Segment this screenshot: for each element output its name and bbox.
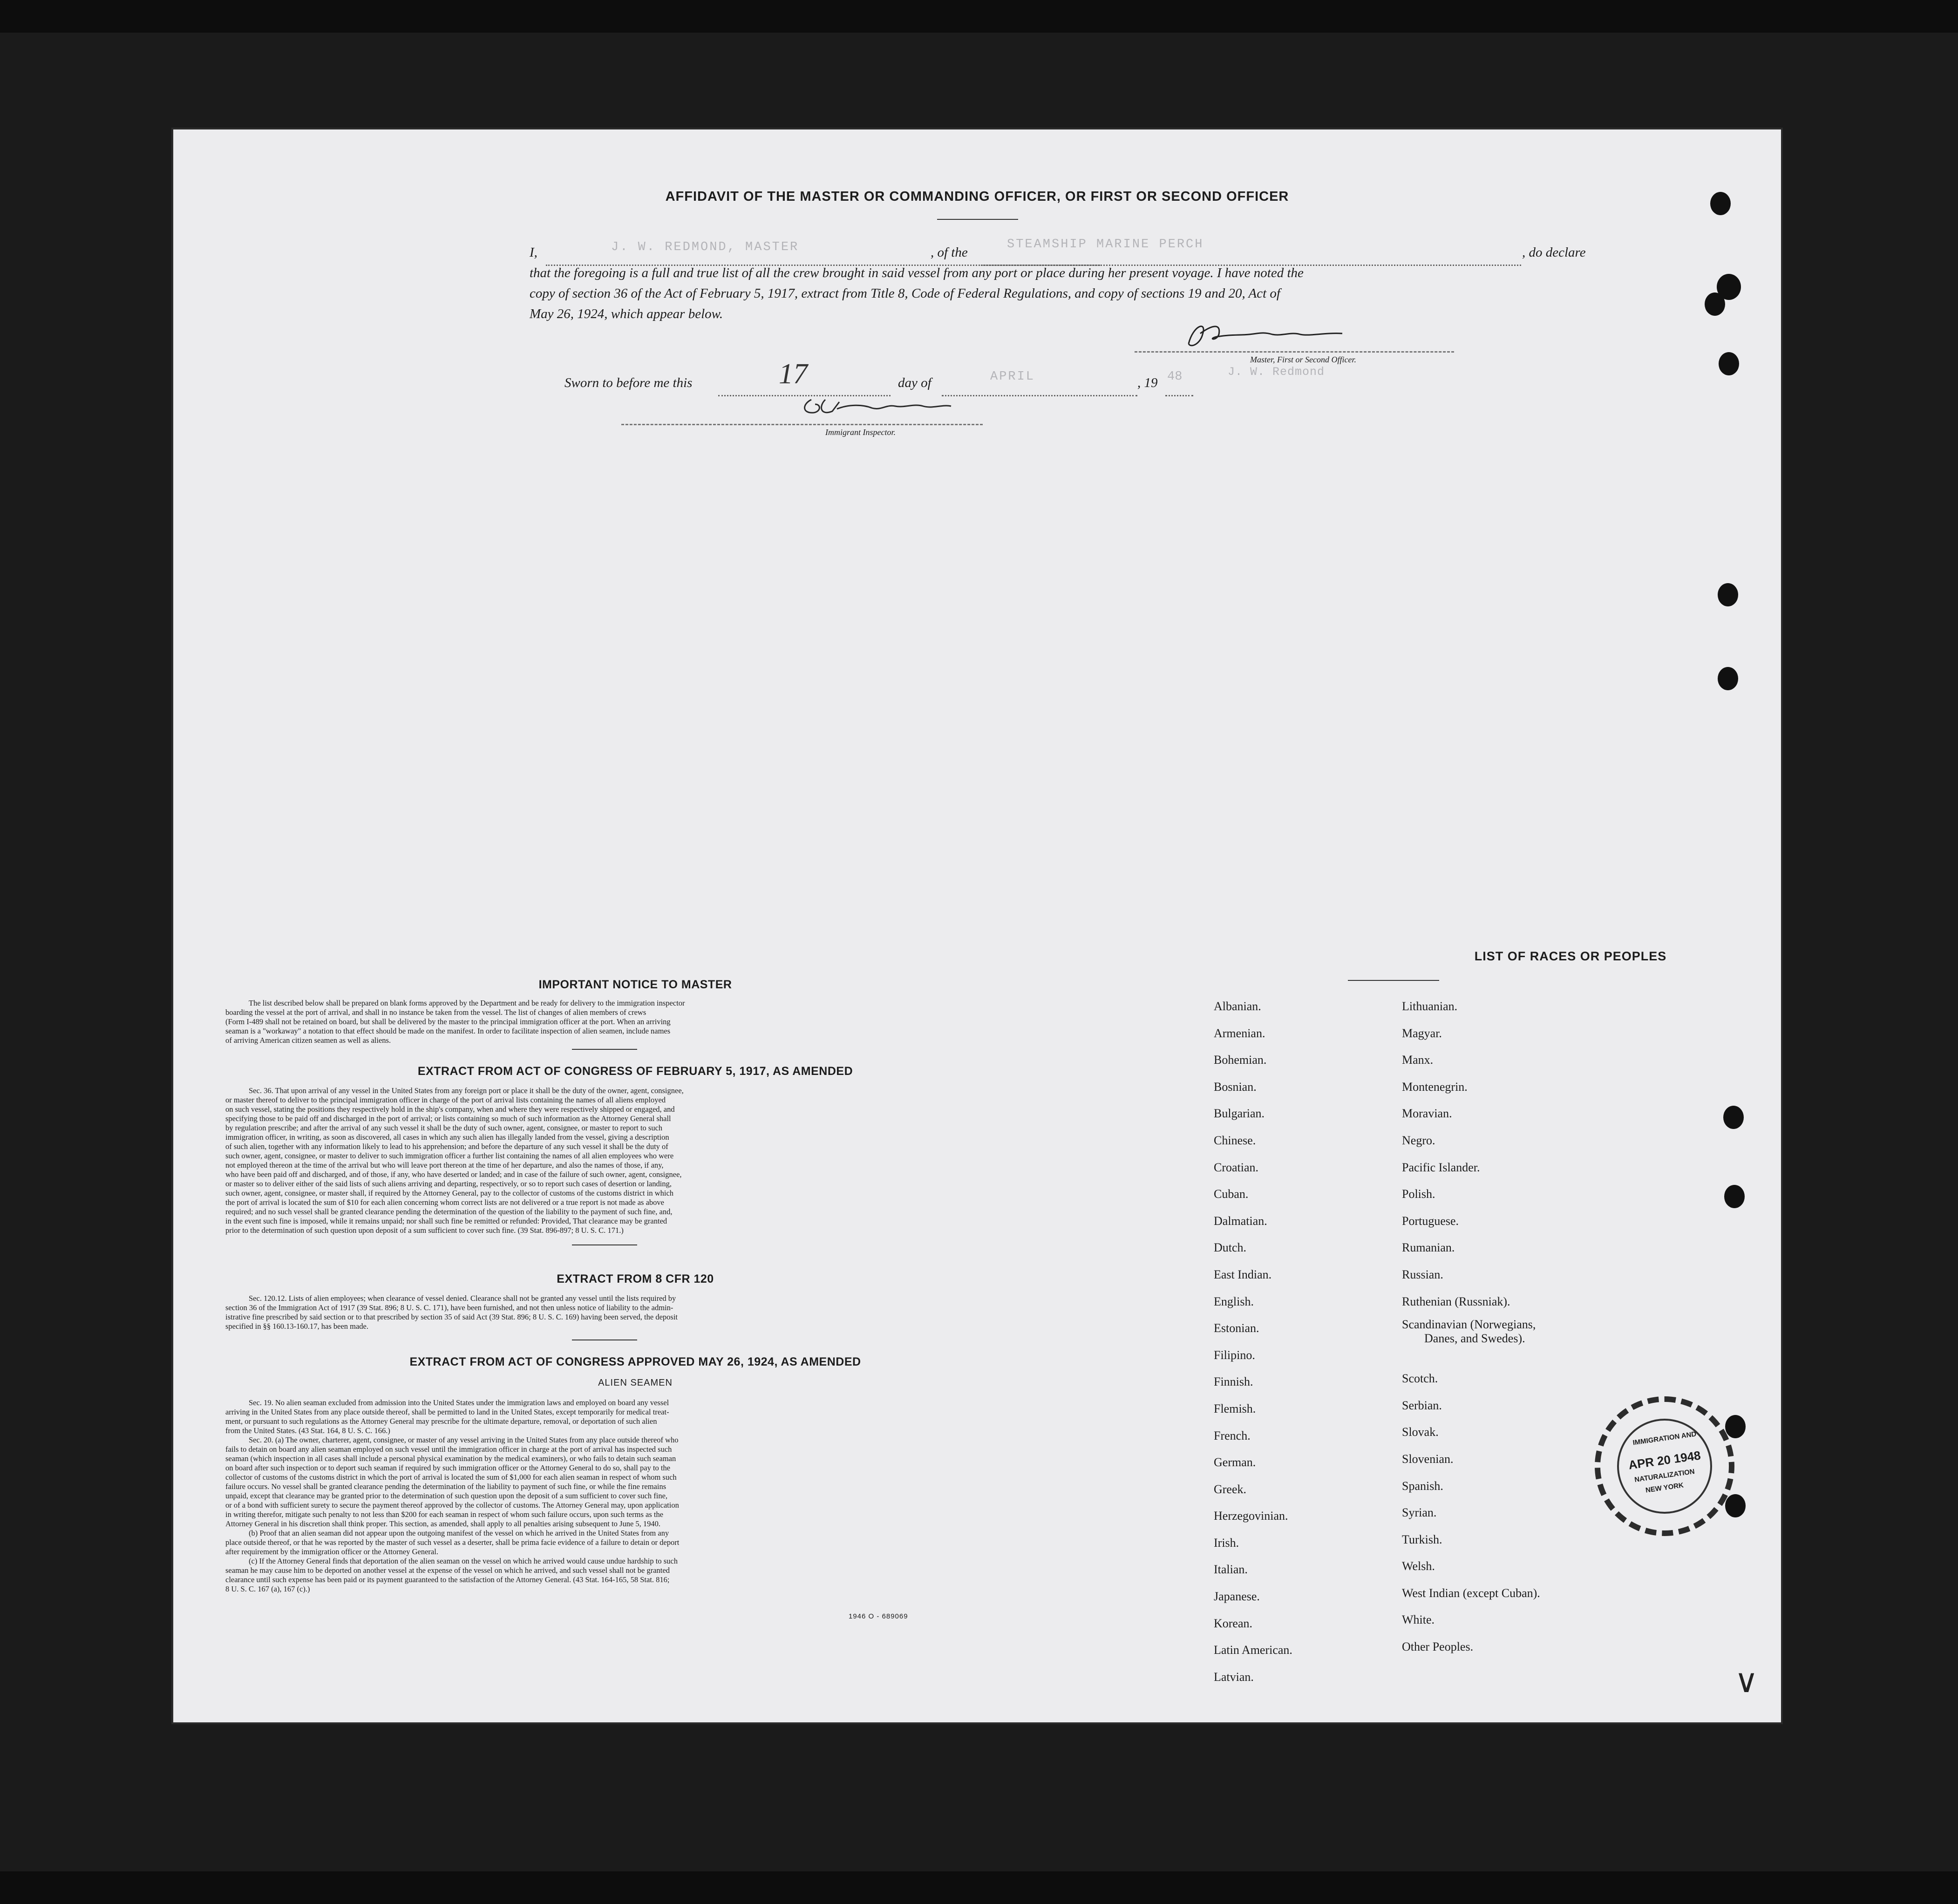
handwritten-day: 17 bbox=[779, 358, 808, 390]
race-item: Manx. bbox=[1402, 1053, 1434, 1067]
manifest-page bbox=[173, 129, 1781, 1722]
notice-line: seaman is a "workaway" a notation to that effect should be made on the manifest. In order to facilitate inspection of alien seamen, include names bbox=[225, 1027, 671, 1035]
affidavit-line-2: that the foregoing is a full and true list of all the crew brought in said vessel from any port or place during her present voyage. I have noted the bbox=[530, 265, 1304, 280]
year-prefix: , 19 bbox=[1137, 375, 1158, 390]
race-item: Slovak. bbox=[1402, 1425, 1439, 1439]
inspector-caption: Immigrant Inspector. bbox=[825, 428, 896, 437]
affidavit-line-3: copy of section 36 of the Act of February 5, 1917, extract from Title 8, Code of Federal Regulations, and copy of sections 19 and 20, Act of bbox=[530, 286, 1280, 301]
master-signature-image bbox=[1175, 316, 1352, 353]
master-caption: Master, First or Second Officer. bbox=[1250, 355, 1356, 364]
extract-1924-line: fails to detain on board any alien seaman employed on such vessel until the immigration officer in charge at the port of arrival has inspected such bbox=[225, 1445, 672, 1454]
notice-line: boarding the vessel at the port of arrival, and shall in no instance be taken from the vessel. The list of changes of alien members of crews bbox=[225, 1008, 646, 1017]
race-item: Syrian. bbox=[1402, 1506, 1437, 1520]
extract-1917-line: in the event such fine is imposed, while it remains unpaid; nor shall such fine be remitted or refunded: Provided, That clearance may be granted bbox=[225, 1217, 667, 1225]
race-item-continued: Danes, and Swedes). bbox=[1424, 1332, 1525, 1346]
race-item: Latvian. bbox=[1214, 1670, 1254, 1684]
stamp-text: IMMIGRATION AND bbox=[1632, 1430, 1697, 1447]
race-item: Serbian. bbox=[1402, 1398, 1442, 1412]
race-item: Japanese. bbox=[1214, 1590, 1260, 1604]
race-item: Armenian. bbox=[1214, 1026, 1265, 1040]
punch-hole bbox=[1725, 1494, 1746, 1517]
race-item: Greek. bbox=[1214, 1482, 1247, 1496]
typed-month: APRIL bbox=[990, 370, 1035, 384]
extract-1917-line: or master thereof to deliver to the principal immigration officer in charge of the port of arrival lists containing the names of all aliens employed bbox=[225, 1095, 666, 1104]
inspector-signature-line bbox=[621, 424, 983, 425]
notice-line: The list described below shall be prepared on blank forms approved by the Department and be ready for delivery to the immigration inspector bbox=[249, 999, 685, 1007]
race-item: English. bbox=[1214, 1294, 1254, 1308]
race-item: Irish. bbox=[1214, 1536, 1239, 1550]
extract-cfr-line: istrative fine prescribed by said section or to that prescribed by section 35 of said Act (39 Stat. 896; 8 U. S. C. 169) having been served, the deposit bbox=[225, 1312, 678, 1321]
extract-1917-line: specifying those to be paid off and discharged in the port of arrival; or lists containing so much of such information as the Attorney General shall bbox=[225, 1114, 671, 1123]
master-signature-line bbox=[1135, 351, 1454, 353]
extract-1924-line: (b) Proof that an alien seaman did not appear upon the outgoing manifest of the vessel on which he arrived in the United States from any bbox=[249, 1529, 669, 1537]
extract-1924-subtitle: ALIEN SEAMEN bbox=[598, 1378, 673, 1388]
extract-1917-line: not employed thereon at the time of the arrival but who will leave port thereon at the time of her departure, and also the names of those, if any, bbox=[225, 1161, 664, 1170]
typed-year: 48 bbox=[1167, 370, 1183, 384]
race-item: East Indian. bbox=[1214, 1267, 1272, 1281]
stamp-text: NEW YORK bbox=[1645, 1481, 1684, 1495]
notice-line: (Form I-489 shall not be retained on board, but shall be delivered by the master to the principal immigration officer at the port. When an arriving bbox=[225, 1017, 671, 1026]
race-item: Estonian. bbox=[1214, 1321, 1259, 1335]
typed-vessel-name: STEAMSHIP MARINE PERCH bbox=[1007, 238, 1204, 252]
extract-1917-line: by regulation prescribe; and after the arrival of any such vessel it shall be the duty of such owner, agent, consignee, or master to report to such bbox=[225, 1123, 663, 1132]
extract-cfr-text bbox=[225, 1294, 1045, 1331]
race-item: Scotch. bbox=[1402, 1372, 1438, 1386]
extract-1924-line: seaman (which inspection in all cases shall include a personal physical examination by the medical examiners), or who fails to detain such seaman bbox=[225, 1454, 676, 1463]
notice-line: of arriving American citizen seamen as well as aliens. bbox=[225, 1036, 391, 1045]
extract-1917-title: EXTRACT FROM ACT OF CONGRESS OF FEBRUARY 5, 1917, AS AMENDED bbox=[417, 1065, 853, 1078]
extract-1917-line: of such alien, together with any information likely to lead to his apprehension; and before the departure of any such vessel it shall be the duty of bbox=[225, 1142, 668, 1151]
race-item: Finnish. bbox=[1214, 1375, 1253, 1389]
race-item: Bulgarian. bbox=[1214, 1107, 1265, 1121]
typed-master-signature-name: J. W. Redmond bbox=[1228, 365, 1325, 379]
race-item: Magyar. bbox=[1402, 1026, 1442, 1040]
extract-1917-line: immigration officer, in writing, as soon as discovered, all cases in which any such alien has illegally landed from the vessel, giving a description bbox=[225, 1133, 669, 1142]
margin-check-mark: ∨ bbox=[1734, 1664, 1759, 1700]
race-item: Montenegrin. bbox=[1402, 1080, 1468, 1094]
race-item: Korean. bbox=[1214, 1616, 1253, 1630]
race-item: Flemish. bbox=[1214, 1401, 1256, 1415]
print-code: 1946 O - 689069 bbox=[849, 1612, 908, 1620]
race-item: Welsh. bbox=[1402, 1559, 1435, 1573]
extract-1924-line: collector of customs of the customs district in which the port of arrival is located the sum of $1,000 for each alien seaman in respect of whom such bbox=[225, 1473, 677, 1482]
race-item: Spanish. bbox=[1402, 1479, 1443, 1493]
race-item: Moravian. bbox=[1402, 1107, 1452, 1121]
race-item: French. bbox=[1214, 1428, 1251, 1442]
punch-hole bbox=[1705, 292, 1725, 316]
extract-1917-line: or master so to deliver either of the said lists of such aliens arriving and departing, respectively, or so to report such cases of desertion or landing, bbox=[225, 1179, 672, 1188]
extract-1924-text bbox=[225, 1398, 1045, 1594]
extract-1917-line: such owner, agent, consignee, or master to deliver to such immigration officer a further list containing the names of all alien employees who were bbox=[225, 1151, 674, 1160]
section-rule bbox=[572, 1244, 637, 1245]
race-item: White. bbox=[1402, 1613, 1435, 1627]
extract-1924-line: (c) If the Attorney General finds that deportation of the alien seaman on the vessel on which he arrived would cause undue hardship to such bbox=[249, 1557, 678, 1565]
extract-1924-line: place outside thereof, or that he was reported by the master of such vessel as a deserter, shall be prima facie evidence of a failure to detain or deport bbox=[225, 1538, 680, 1547]
race-item: Dutch. bbox=[1214, 1241, 1247, 1255]
extract-1924-line: on board after such inspection or to deport such seaman if required by such immigration officer or the Attorney General to do so, shall pay to the bbox=[225, 1463, 671, 1472]
race-item: Dalmatian. bbox=[1214, 1214, 1267, 1228]
extract-1917-text bbox=[225, 1086, 1045, 1235]
inspector-signature-image bbox=[793, 390, 988, 423]
extract-1917-line: on such vessel, stating the positions they respectively hold in the ship's company, when and where they were respectively shipped or engaged, and bbox=[225, 1105, 675, 1114]
race-item: Turkish. bbox=[1402, 1532, 1442, 1546]
races-title-rule bbox=[1348, 980, 1439, 981]
race-item: Croatian. bbox=[1214, 1160, 1259, 1174]
race-item: Filipino. bbox=[1214, 1348, 1255, 1362]
extract-1917-line: prior to the determination of such question upon deposit of a sum sufficient to cover such fine. (39 Stat. 896-897; 8 U. S. C. 171.) bbox=[225, 1226, 624, 1235]
race-item: Pacific Islander. bbox=[1402, 1160, 1480, 1174]
extract-1924-line: Sec. 20. (a) The owner, charterer, agent, consignee, or master of any vessel arriving in the United States from any place outside thereof who bbox=[249, 1435, 679, 1444]
race-item: Negro. bbox=[1402, 1133, 1435, 1147]
extract-1924-line: from the United States. (43 Stat. 164, 8 U. S. C. 166.) bbox=[225, 1426, 390, 1435]
races-column-2 bbox=[1402, 993, 1540, 1660]
notice-title: IMPORTANT NOTICE TO MASTER bbox=[538, 978, 732, 991]
race-item: Russian. bbox=[1402, 1267, 1443, 1281]
punch-hole bbox=[1718, 583, 1738, 606]
races-title: LIST OF RACES OR PEOPLES bbox=[1474, 949, 1667, 963]
affidavit-i: I, bbox=[530, 245, 537, 260]
race-item: Ruthenian (Russniak). bbox=[1402, 1294, 1510, 1308]
extract-1924-line: ment, or pursuant to such regulations as the Attorney General may prescribe for the ultimate departure, removal, or deportation of such alien bbox=[225, 1417, 657, 1426]
race-item: West Indian (except Cuban). bbox=[1402, 1586, 1540, 1600]
race-item: Bosnian. bbox=[1214, 1080, 1257, 1094]
race-item: Portuguese. bbox=[1402, 1214, 1459, 1228]
extract-1924-line: or of a bond with sufficient surety to secure the payment thereof approved by the collector of customs. The Attorney General may, upon application bbox=[225, 1501, 679, 1510]
extract-1924-line: 8 U. S. C. 167 (a), 167 (c).) bbox=[225, 1584, 310, 1593]
extract-cfr-title: EXTRACT FROM 8 CFR 120 bbox=[557, 1272, 714, 1285]
extract-1917-line: who have been paid off and discharged, and of those, if any, who have deserted or landed; and in case of the failure of such owner, agent, consignee, bbox=[225, 1170, 682, 1179]
extract-1924-line: Attorney General in his discretion shall think proper. This section, as amended, shall apply to all penalties arising subsequent to June 5, 1940. bbox=[225, 1519, 661, 1528]
race-item: Rumanian. bbox=[1402, 1241, 1455, 1255]
film-edge-top bbox=[0, 0, 1958, 33]
stamp-date: APR 20 1948 bbox=[1627, 1448, 1702, 1472]
extract-cfr-line: specified in §§ 160.13-160.17, has been made. bbox=[225, 1322, 369, 1331]
races-title-wrap bbox=[1244, 949, 1897, 964]
race-item: Lithuanian. bbox=[1402, 1000, 1458, 1013]
extract-1917-line: required; and no such vessel shall be granted clearance pending the determination of the question of the liability to the payment of such fine, and, bbox=[225, 1207, 673, 1216]
affidavit-do-declare: , do declare bbox=[1522, 245, 1586, 260]
extract-1924-line: clearance until such expense has been paid or its payment guaranteed to the satisfaction of the Attorney General. (43 Stat. 164-165, 58 Stat. 816; bbox=[225, 1575, 670, 1584]
extract-1924-line: Sec. 19. No alien seaman excluded from admission into the United States under the immigration laws and employed on board any vessel bbox=[249, 1398, 669, 1407]
section-rule bbox=[572, 1049, 637, 1050]
extract-1924-title: EXTRACT FROM ACT OF CONGRESS APPROVED MAY 26, 1924, AS AMENDED bbox=[409, 1355, 861, 1368]
race-item: Other Peoples. bbox=[1402, 1640, 1474, 1654]
affidavit-of-the: , of the bbox=[931, 245, 968, 260]
races-column-1 bbox=[1214, 993, 1292, 1690]
extract-1917-line: the port of arrival is located the sum of $10 for each alien concerning whom correct lists are not delivered or a true report is not made as above bbox=[225, 1198, 664, 1207]
film-edge-bottom bbox=[0, 1871, 1958, 1904]
extract-cfr-line: section 36 of the Immigration Act of 1917 (39 Stat. 896; 8 U. S. C. 171), have been furnished, and not then unless notice of liability to the admin- bbox=[225, 1303, 673, 1312]
punch-hole bbox=[1719, 352, 1739, 375]
extract-1924-line: seaman he may cause him to be deported on another vessel at the expense of the vessel on which he arrived, and such vessel shall not be granted bbox=[225, 1566, 670, 1575]
race-item: Albanian. bbox=[1214, 1000, 1261, 1013]
extract-1917-line: Sec. 36. That upon arrival of any vessel in the United States from any foreign port or place it shall be the duty of the owner, agent, consignee, bbox=[249, 1086, 684, 1095]
day-of: day of bbox=[898, 375, 931, 390]
race-item: Bohemian. bbox=[1214, 1053, 1267, 1067]
punch-hole bbox=[1723, 1106, 1744, 1129]
race-item: Italian. bbox=[1214, 1563, 1248, 1577]
punch-hole bbox=[1718, 667, 1738, 690]
punch-hole bbox=[1724, 1185, 1745, 1208]
punch-hole bbox=[1725, 1415, 1746, 1438]
immigration-stamp bbox=[1595, 1396, 1734, 1536]
extract-1924-line: in writing therefor, mitigate such penalty to not less than $200 for each seaman in respect of whom such failure occurs, upon such terms as the bbox=[225, 1510, 664, 1519]
extract-cfr-line: Sec. 120.12. Lists of alien employees; when clearance of vessel denied. Clearance shall not be granted any vessel until the lists required by bbox=[249, 1294, 676, 1303]
race-item: Herzegovinian. bbox=[1214, 1509, 1288, 1523]
stamp-text: NATURALIZATION bbox=[1634, 1468, 1695, 1484]
race-item: Polish. bbox=[1402, 1187, 1435, 1201]
race-item: Scandinavian (Norwegians, bbox=[1402, 1318, 1536, 1332]
extract-1924-line: arriving in the United States from any place outside thereof, shall be permitted to land in the United States, except temporarily for medical treat- bbox=[225, 1408, 669, 1416]
race-item: Latin American. bbox=[1214, 1643, 1292, 1657]
race-item: Cuban. bbox=[1214, 1187, 1249, 1201]
race-item: German. bbox=[1214, 1455, 1256, 1469]
title-rule bbox=[937, 219, 1018, 220]
extract-1924-line: unpaid, except that clearance may be granted prior to the determination of such question upon the deposit of a sum sufficient to cover such fine, bbox=[225, 1491, 668, 1500]
extract-1917-line: such owner, agent, consignee, or master shall, if required by the Attorney General, pay to the collector of customs of the customs district in which bbox=[225, 1189, 674, 1197]
extract-1924-line: after requirement by the immigration officer or the Attorney General. bbox=[225, 1547, 438, 1556]
race-item: Chinese. bbox=[1214, 1133, 1256, 1147]
race-item: Slovenian. bbox=[1402, 1452, 1454, 1466]
extract-1924-line: failure occurs. No vessel shall be granted clearance pending the determination of the liability to payment of such fine, or while the fine remains bbox=[225, 1482, 666, 1491]
year-fill-line bbox=[1165, 382, 1193, 399]
notice-text bbox=[225, 999, 1045, 1045]
affidavit-title: AFFIDAVIT OF THE MASTER OR COMMANDING OFFICER, OR FIRST OR SECOND OFFICER bbox=[665, 189, 1289, 204]
affidavit-line-4: May 26, 1924, which appear below. bbox=[530, 306, 723, 321]
typed-master-name: J. W. REDMOND, MASTER bbox=[611, 240, 799, 254]
sworn-prefix: Sworn to before me this bbox=[564, 375, 693, 390]
